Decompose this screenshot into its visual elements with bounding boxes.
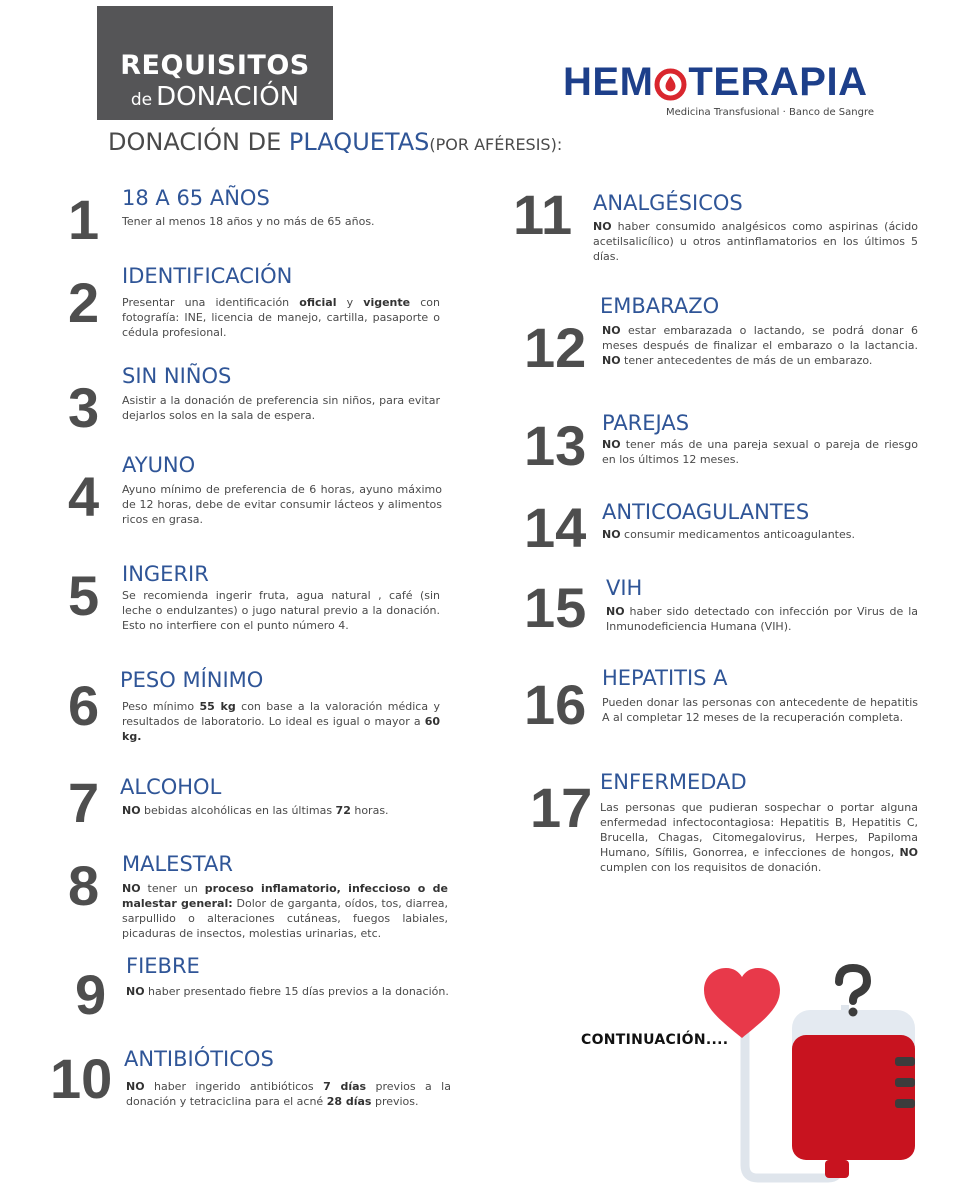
blood-bag-icon [792,1010,915,1178]
description-text: consumir medicamentos anticoagulantes. [620,528,855,541]
requirement-description [602,437,918,467]
requirement-title: PAREJAS [602,411,690,435]
requirement-title: MALESTAR [122,852,233,876]
title-part3: (POR AFÉRESIS): [429,135,563,154]
requirement-description [593,219,918,264]
requirement-number: 9 [75,963,107,1026]
description-text: haber ingerido antibióticos [144,1080,324,1093]
description-text: con fotografía: INE, licencia de manejo, cartilla, pasaporte o cédula profesional. [122,296,440,339]
page-title [108,128,562,156]
description-emphasis: NO [126,1080,145,1093]
description-emphasis: oficial [299,296,337,309]
requirement-title: FIEBRE [126,954,200,978]
requirement-title: ALCOHOL [120,775,222,799]
title-part1: DONACIÓN DE [108,128,289,156]
description-emphasis: 60 kg. [122,715,440,743]
requirement-description [602,323,918,368]
description-text: tener más de una pareja sexual o pareja de riesgo en los últimos 12 meses. [602,438,918,466]
description-emphasis: 72 [335,804,351,817]
description-text: Presentar una identificación [122,296,300,309]
description-emphasis: 28 días [326,1095,372,1108]
requirement-description [122,214,440,229]
description-text: bebidas alcohólicas en las últimas [140,804,336,817]
requirement-description [606,604,918,634]
heart-icon [704,968,780,1038]
header-line2-small: de [130,90,153,110]
requirement-description [122,482,442,527]
description-text: Se recomienda ingerir fruta, agua natural , café (sin leche o endulzantes) o jugo natural previo a la donación. Esto no interfiere con el punto número 4. [122,589,440,632]
requirement-description [122,699,440,744]
description-text: haber presentado fiebre 15 días previos a la donación. [144,985,449,998]
requirement-title: PESO MÍNIMO [120,668,264,692]
logo-subtitle: Medicina Transfusional · Banco de Sangre [666,107,875,118]
requirement-number: 10 [50,1047,113,1110]
description-emphasis: vigente [363,296,411,309]
description-text: Peso mínimo [122,700,200,713]
description-text: y [336,296,364,309]
requirement-description [122,881,448,941]
description-emphasis: NO [122,882,141,895]
requirement-title: ANTICOAGULANTES [602,500,810,524]
description-emphasis: NO [899,846,918,859]
description-text: con base a la valoración médica y resultados de laboratorio. Lo ideal es igual o mayor a [122,700,440,728]
description-text: haber sido detectado con infección por Virus de la Inmunodeficiencia Humana (VIH). [606,605,918,633]
description-emphasis: NO [602,324,621,337]
requirement-description [122,393,440,423]
requirement-number: 3 [68,376,100,439]
requirement-number: 6 [68,674,100,737]
requirement-description [126,984,451,999]
blood-donation-illustration [700,960,930,1189]
description-text: Asistir a la donación de preferencia sin niños, para evitar dejarlos solos en la sala de espera. [122,394,440,422]
description-text: previos. [371,1095,419,1108]
requirement-title: ANALGÉSICOS [593,191,743,215]
description-text: tener antecedentes de más de un embarazo. [620,354,873,367]
blood-drop-icon [654,66,687,99]
description-text: haber consumido analgésicos como aspirinas (ácido acetilsalicílico) u otros antinflamatorios en los últimos 5 días. [593,220,918,263]
continuation-label: CONTINUACIÓN.... [581,1032,729,1048]
requirement-title: HEPATITIS A [602,666,728,690]
header-banner [97,6,333,120]
description-emphasis: proceso inflamatorio, infeccioso o de malestar general: [122,882,449,910]
requirement-description [602,527,918,542]
requirement-description [126,1079,451,1109]
header-line2-main: DONACIÓN [156,82,300,112]
description-text: Pueden donar las personas con antecedente de hepatitis A al completar 12 meses de la recuperación completa. [602,696,918,724]
requirement-description [122,295,440,340]
description-emphasis: NO [593,220,612,233]
description-emphasis: NO [602,354,621,367]
requirement-number: 4 [68,465,100,528]
description-text: cumplen con los requisitos de donación. [600,861,822,874]
description-emphasis: NO [126,985,145,998]
requirement-number: 15 [524,576,587,639]
requirement-title: 18 A 65 AÑOS [122,186,270,210]
description-text: Ayuno mínimo de preferencia de 6 horas, ayuno máximo de 12 horas, debe de evitar consumir lácteos y alimentos ricos en grasa. [122,483,442,526]
description-emphasis: NO [606,605,625,618]
requirement-title: ENFERMEDAD [600,770,747,794]
description-text: Las personas que pudieran sospechar o portar alguna enfermedad infectocontagiosa: Hepatitis B, Hepatitis C, Brucella, Chagas, Citomegalovirus, Herpes, Papiloma Humano, Sífilis, Gonorrea, e infecciones de hongos, [600,801,918,859]
requirement-number: 12 [524,316,587,379]
description-emphasis: NO [602,438,621,451]
header-line2 [97,82,333,112]
description-emphasis: 7 días [323,1080,367,1093]
title-part2: PLAQUETAS [288,128,430,156]
description-text: tener un [140,882,205,895]
logo-word-right: TERAPIA [688,60,868,104]
requirement-title: AYUNO [122,453,196,477]
logo-wordmark [563,60,883,105]
requirement-title: IDENTIFICACIÓN [122,264,293,288]
description-emphasis: NO [602,528,621,541]
requirement-title: VIH [606,576,643,600]
description-text: estar embarazada o lactando, se podrá donar 6 meses después de finalizar el embarazo o la lactancia. [602,324,918,352]
description-emphasis: 55 kg [199,700,236,713]
requirement-number: 2 [68,271,100,334]
requirement-description [122,588,440,633]
description-text: Tener al menos 18 años y no más de 65 años. [122,215,375,228]
requirement-number: 11 [513,183,573,246]
hemoterapia-logo [563,60,883,118]
requirement-title: INGERIR [122,562,209,586]
requirement-title: EMBARAZO [600,294,720,318]
description-text: Dolor de garganta, oídos, tos, diarrea, sarpullido o alteraciones cutáneas, fuegos labiales, picaduras de insectos, molestias urinarias, etc. [122,897,448,940]
requirement-description [600,800,918,875]
description-text: horas. [350,804,389,817]
requirement-title: SIN NIÑOS [122,364,232,388]
requirement-description [602,695,918,725]
logo-word-left: HEM [563,60,654,104]
requirement-number: 13 [524,414,587,477]
requirement-number: 14 [524,496,587,559]
requirement-number: 17 [530,776,593,839]
requirement-description [122,803,440,818]
requirement-title: ANTIBIÓTICOS [124,1047,274,1071]
description-emphasis: NO [122,804,141,817]
requirement-number: 5 [68,564,100,627]
header-line1: REQUISITOS [120,50,310,81]
requirement-number: 1 [68,188,100,251]
requirement-number: 16 [524,673,587,736]
requirement-number: 8 [68,854,100,917]
requirement-number: 7 [68,771,100,834]
description-text: previos a la donación y tetraciclina para el acné [126,1080,451,1108]
